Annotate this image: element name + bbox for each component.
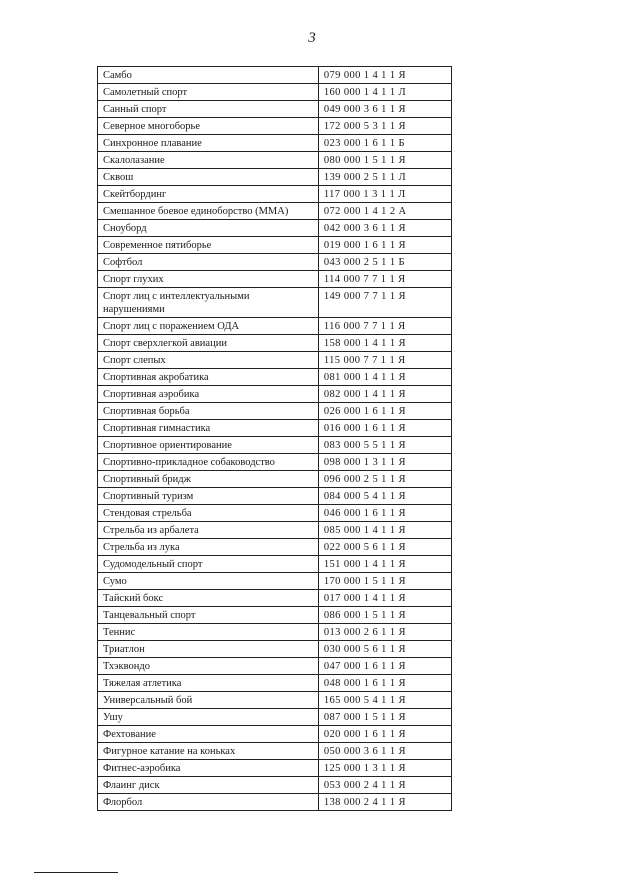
table-row bbox=[98, 590, 452, 607]
sport-name: Фитнес-аэробика bbox=[98, 760, 319, 777]
sport-code: 096 000 2 5 1 1 Я bbox=[318, 471, 451, 488]
sport-name: Тяжелая атлетика bbox=[98, 675, 319, 692]
table-row bbox=[98, 420, 452, 437]
sport-name: Фехтование bbox=[98, 726, 319, 743]
table-row bbox=[98, 186, 452, 203]
sport-name: Тхэквондо bbox=[98, 658, 319, 675]
sport-name: Флаинг диск bbox=[98, 777, 319, 794]
sport-code: 151 000 1 4 1 1 Я bbox=[318, 556, 451, 573]
sport-name: Тайский бокс bbox=[98, 590, 319, 607]
sport-code: 172 000 5 3 1 1 Я bbox=[318, 118, 451, 135]
sport-name: Сквош bbox=[98, 169, 319, 186]
sport-code: 086 000 1 5 1 1 Я bbox=[318, 607, 451, 624]
table-row bbox=[98, 641, 452, 658]
sport-code: 047 000 1 6 1 1 Я bbox=[318, 658, 451, 675]
table-row bbox=[98, 67, 452, 84]
sport-code: 149 000 7 7 1 1 Я bbox=[318, 288, 451, 318]
sport-name: Спорт сверхлегкой авиации bbox=[98, 335, 319, 352]
table-row bbox=[98, 624, 452, 641]
sport-code: 114 000 7 7 1 1 Я bbox=[318, 271, 451, 288]
table-row bbox=[98, 386, 452, 403]
sport-code: 053 000 2 4 1 1 Я bbox=[318, 777, 451, 794]
sport-code: 079 000 1 4 1 1 Я bbox=[318, 67, 451, 84]
sport-code: 048 000 1 6 1 1 Я bbox=[318, 675, 451, 692]
table-row bbox=[98, 471, 452, 488]
table-row bbox=[98, 118, 452, 135]
sport-name: Самолетный спорт bbox=[98, 84, 319, 101]
table-row bbox=[98, 743, 452, 760]
table-row bbox=[98, 692, 452, 709]
sport-name: Флорбол bbox=[98, 794, 319, 811]
sport-name: Санный спорт bbox=[98, 101, 319, 118]
table-row bbox=[98, 220, 452, 237]
sport-name: Спорт глухих bbox=[98, 271, 319, 288]
sport-code: 117 000 1 3 1 1 Л bbox=[318, 186, 451, 203]
sport-name: Универсальный бой bbox=[98, 692, 319, 709]
sport-code: 115 000 7 7 1 1 Я bbox=[318, 352, 451, 369]
sport-name: Стендовая стрельба bbox=[98, 505, 319, 522]
table-row bbox=[98, 135, 452, 152]
sport-name: Теннис bbox=[98, 624, 319, 641]
sport-name: Спортивная борьба bbox=[98, 403, 319, 420]
table-row bbox=[98, 658, 452, 675]
table-row bbox=[98, 84, 452, 101]
table-row bbox=[98, 522, 452, 539]
sport-name: Фигурное катание на коньках bbox=[98, 743, 319, 760]
table-row bbox=[98, 369, 452, 386]
sport-name: Спортивный туризм bbox=[98, 488, 319, 505]
table-row bbox=[98, 607, 452, 624]
sport-code: 019 000 1 6 1 1 Я bbox=[318, 237, 451, 254]
table-row bbox=[98, 556, 452, 573]
table-row bbox=[98, 101, 452, 118]
sport-name: Сноуборд bbox=[98, 220, 319, 237]
sport-code: 116 000 7 7 1 1 Я bbox=[318, 318, 451, 335]
sport-name: Триатлон bbox=[98, 641, 319, 658]
sports-table bbox=[97, 66, 452, 811]
sport-name: Скейтбординг bbox=[98, 186, 319, 203]
footnote-rule bbox=[34, 872, 118, 873]
table-row bbox=[98, 794, 452, 811]
sport-name: Стрельба из арбалета bbox=[98, 522, 319, 539]
sport-name: Синхронное плавание bbox=[98, 135, 319, 152]
sport-name: Спортивная акробатика bbox=[98, 369, 319, 386]
sport-name: Спортивное ориентирование bbox=[98, 437, 319, 454]
table-row bbox=[98, 777, 452, 794]
sport-code: 085 000 1 4 1 1 Я bbox=[318, 522, 451, 539]
table-row bbox=[98, 271, 452, 288]
table-row bbox=[98, 760, 452, 777]
sport-name: Судомодельный спорт bbox=[98, 556, 319, 573]
sport-name: Спортивный бридж bbox=[98, 471, 319, 488]
sport-code: 022 000 5 6 1 1 Я bbox=[318, 539, 451, 556]
sport-code: 042 000 3 6 1 1 Я bbox=[318, 220, 451, 237]
sport-name: Сумо bbox=[98, 573, 319, 590]
sport-code: 049 000 3 6 1 1 Я bbox=[318, 101, 451, 118]
sport-code: 087 000 1 5 1 1 Я bbox=[318, 709, 451, 726]
table-row bbox=[98, 709, 452, 726]
sports-table-body bbox=[98, 67, 452, 811]
sport-code: 125 000 1 3 1 1 Я bbox=[318, 760, 451, 777]
sport-code: 080 000 1 5 1 1 Я bbox=[318, 152, 451, 169]
sport-name: Ушу bbox=[98, 709, 319, 726]
table-row bbox=[98, 152, 452, 169]
sport-code: 165 000 5 4 1 1 Я bbox=[318, 692, 451, 709]
sport-code: 016 000 1 6 1 1 Я bbox=[318, 420, 451, 437]
table-row bbox=[98, 539, 452, 556]
sport-name: Спорт лиц с поражением ОДА bbox=[98, 318, 319, 335]
sport-name: Танцевальный спорт bbox=[98, 607, 319, 624]
sport-code: 081 000 1 4 1 1 Я bbox=[318, 369, 451, 386]
sport-code: 082 000 1 4 1 1 Я bbox=[318, 386, 451, 403]
sport-code: 083 000 5 5 1 1 Я bbox=[318, 437, 451, 454]
sport-code: 043 000 2 5 1 1 Б bbox=[318, 254, 451, 271]
sport-code: 072 000 1 4 1 2 А bbox=[318, 203, 451, 220]
sport-name: Спортивная гимнастика bbox=[98, 420, 319, 437]
sport-code: 046 000 1 6 1 1 Я bbox=[318, 505, 451, 522]
table-row bbox=[98, 454, 452, 471]
sport-code: 023 000 1 6 1 1 Б bbox=[318, 135, 451, 152]
table-row bbox=[98, 726, 452, 743]
sport-name: Спорт слепых bbox=[98, 352, 319, 369]
sport-code: 170 000 1 5 1 1 Я bbox=[318, 573, 451, 590]
sport-name: Спортивная аэробика bbox=[98, 386, 319, 403]
sport-name: Скалолазание bbox=[98, 152, 319, 169]
sport-code: 020 000 1 6 1 1 Я bbox=[318, 726, 451, 743]
sport-name: Северное многоборье bbox=[98, 118, 319, 135]
sport-code: 138 000 2 4 1 1 Я bbox=[318, 794, 451, 811]
sport-name: Софтбол bbox=[98, 254, 319, 271]
sport-code: 098 000 1 3 1 1 Я bbox=[318, 454, 451, 471]
table-row bbox=[98, 288, 452, 318]
sport-name: Спорт лиц с интеллектуальными нарушениями bbox=[98, 288, 319, 318]
table-row bbox=[98, 403, 452, 420]
sport-code: 050 000 3 6 1 1 Я bbox=[318, 743, 451, 760]
table-row bbox=[98, 237, 452, 254]
table-row bbox=[98, 488, 452, 505]
sport-code: 158 000 1 4 1 1 Я bbox=[318, 335, 451, 352]
table-row bbox=[98, 169, 452, 186]
table-row bbox=[98, 505, 452, 522]
sport-name: Самбо bbox=[98, 67, 319, 84]
table-row bbox=[98, 335, 452, 352]
sport-code: 017 000 1 4 1 1 Я bbox=[318, 590, 451, 607]
sport-code: 026 000 1 6 1 1 Я bbox=[318, 403, 451, 420]
table-row bbox=[98, 203, 452, 220]
table-row bbox=[98, 675, 452, 692]
sport-code: 160 000 1 4 1 1 Л bbox=[318, 84, 451, 101]
sport-name: Современное пятиборье bbox=[98, 237, 319, 254]
sport-code: 084 000 5 4 1 1 Я bbox=[318, 488, 451, 505]
table-row bbox=[98, 437, 452, 454]
sport-code: 030 000 5 6 1 1 Я bbox=[318, 641, 451, 658]
sport-name: Спортивно-прикладное собаководство bbox=[98, 454, 319, 471]
sport-name: Стрельба из лука bbox=[98, 539, 319, 556]
sport-code: 139 000 2 5 1 1 Л bbox=[318, 169, 451, 186]
table-row bbox=[98, 352, 452, 369]
page-number: 3 bbox=[308, 30, 316, 46]
sport-code: 013 000 2 6 1 1 Я bbox=[318, 624, 451, 641]
table-row bbox=[98, 254, 452, 271]
table-row bbox=[98, 573, 452, 590]
table-row bbox=[98, 318, 452, 335]
sport-name: Смешанное боевое единоборство (ММА) bbox=[98, 203, 319, 220]
